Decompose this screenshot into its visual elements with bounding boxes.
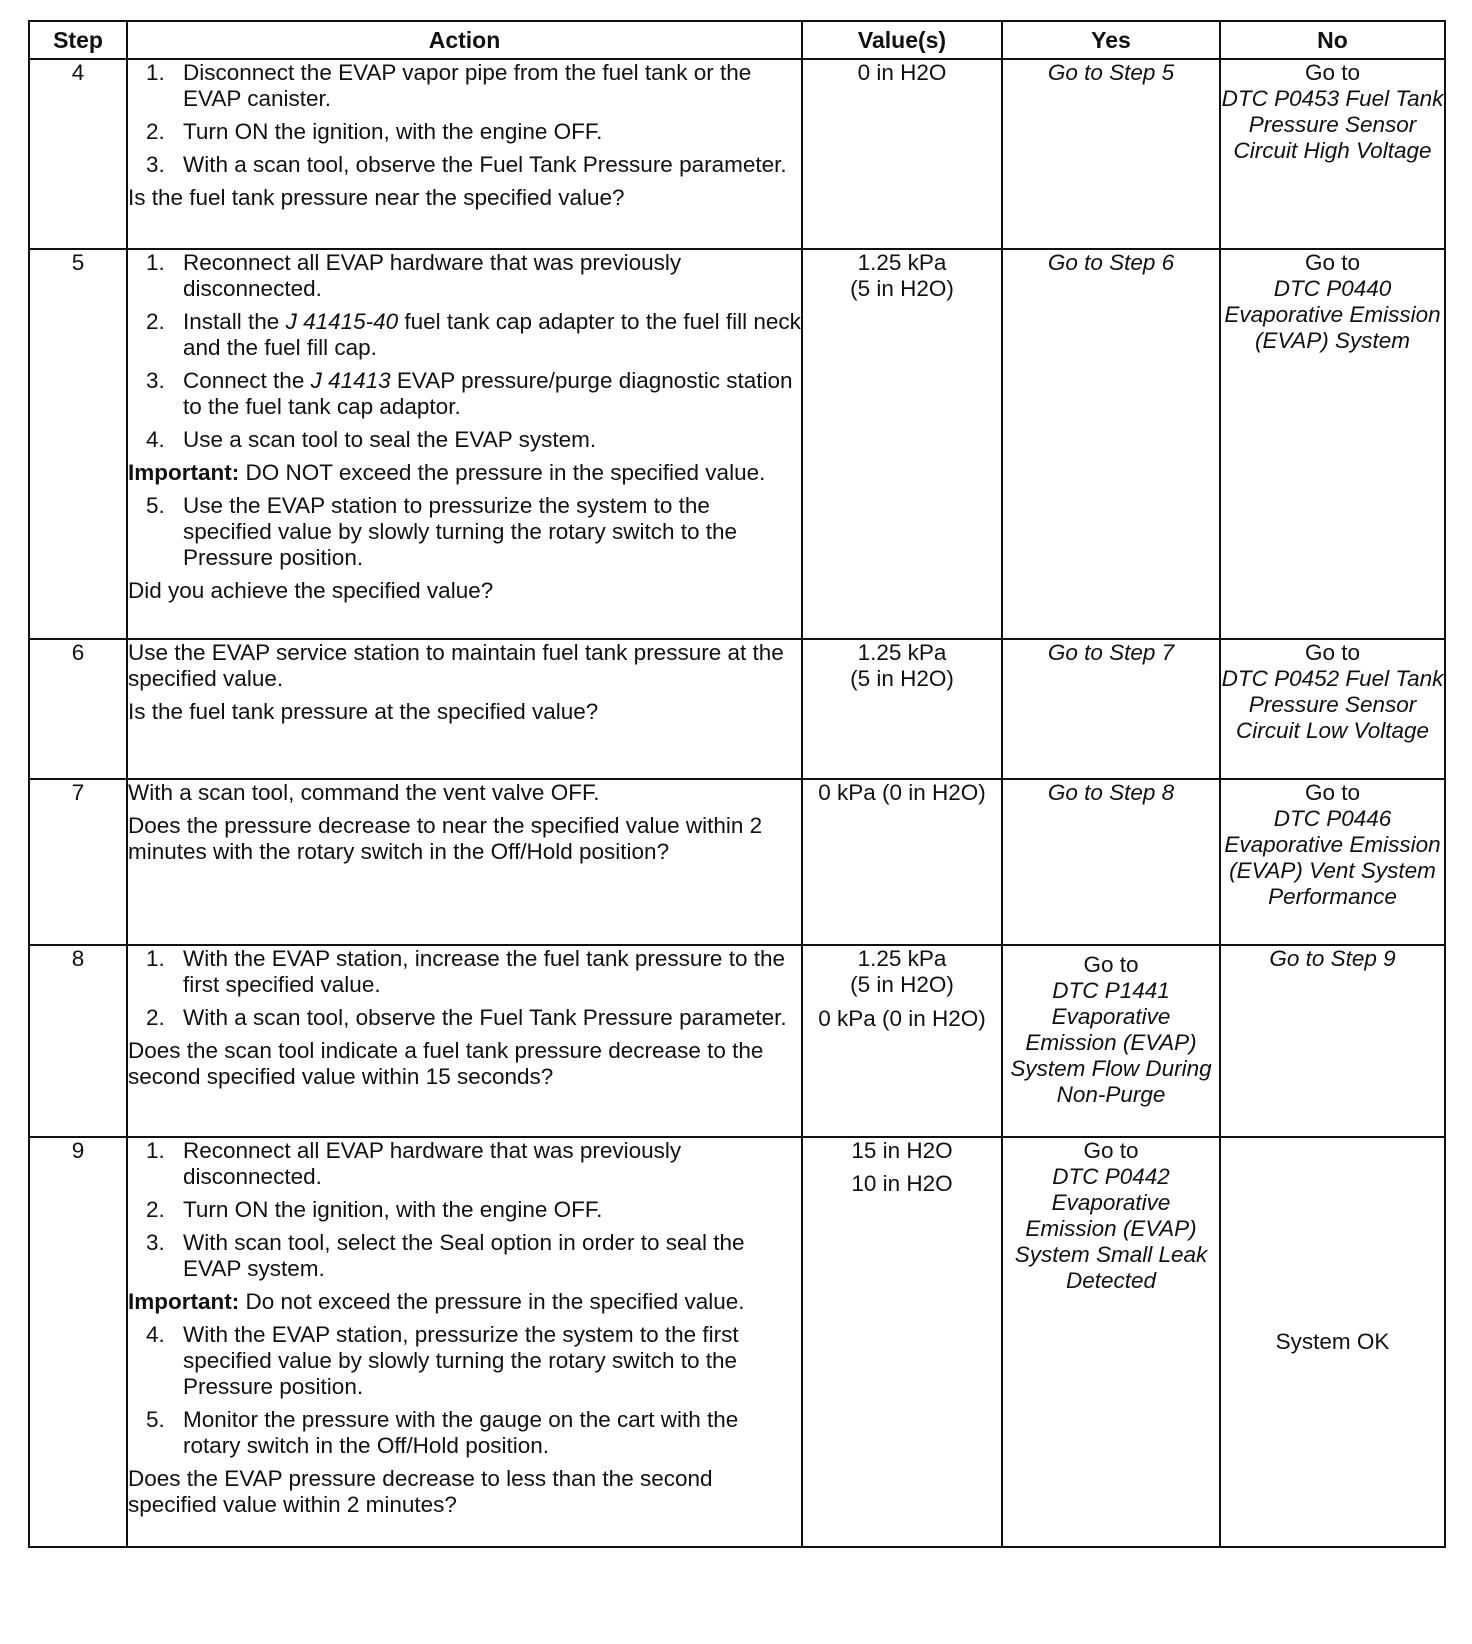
yes-target: Go to Step 5 (1047, 60, 1175, 85)
value-text: 0 kPa (0 in H2O) (818, 1006, 986, 1031)
yes-cell (1002, 945, 1220, 1137)
action-item: 1. Reconnect all EVAP hardware that was previously disconnected. (146, 250, 682, 301)
value-cell (802, 249, 1002, 639)
value-text: (5 in H2O) (850, 666, 954, 691)
step-number: 6 (29, 639, 127, 779)
no-goto: Go to (1304, 250, 1361, 275)
action-cell (127, 945, 802, 1137)
action-item: 5. Monitor the pressure with the gauge on the cart with the rotary switch in the Off/Hold position. (146, 1407, 739, 1458)
action-item: 2. With a scan tool, observe the Fuel Tank Pressure parameter. (146, 1005, 787, 1030)
step-number: 9 (29, 1137, 127, 1547)
action-text: Use the EVAP service station to maintain fuel tank pressure at the specified value. (128, 640, 784, 691)
important-note: Important: DO NOT exceed the pressure in the specified value. (128, 460, 766, 485)
value-text: 10 in H2O (851, 1171, 953, 1196)
yes-goto: Go to (1083, 952, 1139, 977)
action-item: 1. Disconnect the EVAP vapor pipe from the fuel tank or the EVAP canister. (146, 60, 752, 111)
header-values: Value(s) (802, 21, 1002, 59)
step-number: 7 (29, 779, 127, 945)
action-item: 4. With the EVAP station, pressurize the system to the first specified value by slowly turning the rotary switch to the Pressure position. (146, 1322, 739, 1399)
no-cell (1220, 779, 1445, 945)
action-cell (127, 59, 802, 249)
action-item: 3. Connect the J 41413 EVAP pressure/purge diagnostic station to the fuel tank cap adaptor. (146, 368, 793, 419)
header-step: Step (29, 21, 127, 59)
no-cell (1220, 249, 1445, 639)
action-question: Does the EVAP pressure decrease to less than the second specified value within 2 minutes? (128, 1466, 713, 1517)
value-cell (802, 639, 1002, 779)
no-target: DTC P0452 Fuel Tank Pressure Sensor Circuit Low Voltage (1221, 666, 1444, 743)
value-cell (802, 945, 1002, 1137)
step-number: 5 (29, 249, 127, 639)
yes-cell (1002, 59, 1220, 249)
action-question: Does the pressure decrease to near the specified value within 2 minutes with the rotary switch in the Off/Hold position? (128, 813, 763, 864)
yes-target: DTC P1441 Evaporative Emission (EVAP) System Flow During Non-Purge (1010, 978, 1212, 1107)
value-text: 1.25 kPa (857, 946, 947, 971)
no-cell (1220, 945, 1445, 1137)
no-target: DTC P0446 Evaporative Emission (EVAP) Vent System Performance (1224, 806, 1441, 909)
no-cell (1220, 639, 1445, 779)
step-number: 4 (29, 59, 127, 249)
yes-cell (1002, 639, 1220, 779)
action-item: 5. Use the EVAP station to pressurize the system to the specified value by slowly turning the rotary switch to the Pressure position. (146, 493, 738, 570)
action-text: With a scan tool, command the vent valve OFF. (128, 780, 600, 805)
no-target: System OK (1275, 1329, 1390, 1354)
action-question: Is the fuel tank pressure at the specified value? (128, 699, 599, 724)
no-target: DTC P0440 Evaporative Emission (EVAP) System (1224, 276, 1441, 353)
table-row (29, 249, 1445, 639)
table-row (29, 1137, 1445, 1547)
step-number: 8 (29, 945, 127, 1137)
action-cell (127, 639, 802, 779)
yes-target: DTC P0442 Evaporative Emission (EVAP) System Small Leak Detected (1014, 1164, 1208, 1293)
tool-number: J 41413 (310, 368, 391, 393)
action-cell (127, 249, 802, 639)
no-cell (1220, 1137, 1445, 1547)
no-goto: Go to (1304, 780, 1361, 805)
value-text: 1.25 kPa (857, 640, 947, 665)
value-text: (5 in H2O) (850, 276, 954, 301)
diagnostic-table (28, 20, 1446, 1548)
action-item: 2. Turn ON the ignition, with the engine OFF. (146, 119, 603, 144)
yes-target: Go to Step 8 (1047, 780, 1175, 805)
table-row (29, 59, 1445, 249)
value-text: 1.25 kPa (857, 250, 947, 275)
action-item: 4. Use a scan tool to seal the EVAP system. (146, 427, 597, 452)
value-text: (5 in H2O) (850, 972, 954, 997)
yes-target: Go to Step 6 (1047, 250, 1175, 275)
action-item: 1. Reconnect all EVAP hardware that was previously disconnected. (146, 1138, 682, 1189)
header-row (29, 21, 1445, 59)
action-question: Is the fuel tank pressure near the specified value? (128, 185, 625, 210)
value-cell (802, 779, 1002, 945)
no-goto: Go to (1304, 640, 1361, 665)
yes-target: Go to Step 7 (1047, 640, 1175, 665)
value-cell (802, 1137, 1002, 1547)
important-note: Important: Do not exceed the pressure in the specified value. (128, 1289, 745, 1314)
header-action: Action (127, 21, 802, 59)
action-item: 1. With the EVAP station, increase the fuel tank pressure to the first specified value. (146, 946, 785, 997)
action-item: 2. Turn ON the ignition, with the engine OFF. (146, 1197, 603, 1222)
action-item: 2. Install the J 41415-40 fuel tank cap adapter to the fuel fill neck and the fuel fill cap. (146, 309, 801, 360)
value-cell (802, 59, 1002, 249)
action-cell (127, 1137, 802, 1547)
table-row (29, 945, 1445, 1137)
yes-cell (1002, 249, 1220, 639)
value-text: 0 in H2O (857, 60, 947, 85)
header-yes: Yes (1002, 21, 1220, 59)
value-text: 15 in H2O (851, 1138, 953, 1163)
no-target: Go to Step 9 (1269, 946, 1396, 971)
action-item: 3. With scan tool, select the Seal option in order to seal the EVAP system. (146, 1230, 745, 1281)
table-row (29, 639, 1445, 779)
tool-number: J 41415-40 (285, 309, 399, 334)
action-item: 3. With a scan tool, observe the Fuel Tank Pressure parameter. (146, 152, 787, 177)
table-row (29, 779, 1445, 945)
value-text: 0 kPa (0 in H2O) (818, 780, 986, 805)
yes-goto: Go to (1083, 1138, 1139, 1163)
header-no: No (1220, 21, 1445, 59)
yes-cell (1002, 779, 1220, 945)
action-cell (127, 779, 802, 945)
no-goto: Go to (1304, 60, 1361, 85)
yes-cell (1002, 1137, 1220, 1547)
action-question: Does the scan tool indicate a fuel tank pressure decrease to the second specified value within 15 seconds? (128, 1038, 764, 1089)
action-question: Did you achieve the specified value? (128, 578, 494, 603)
no-target: DTC P0453 Fuel Tank Pressure Sensor Circuit High Voltage (1221, 86, 1444, 163)
no-cell (1220, 59, 1445, 249)
